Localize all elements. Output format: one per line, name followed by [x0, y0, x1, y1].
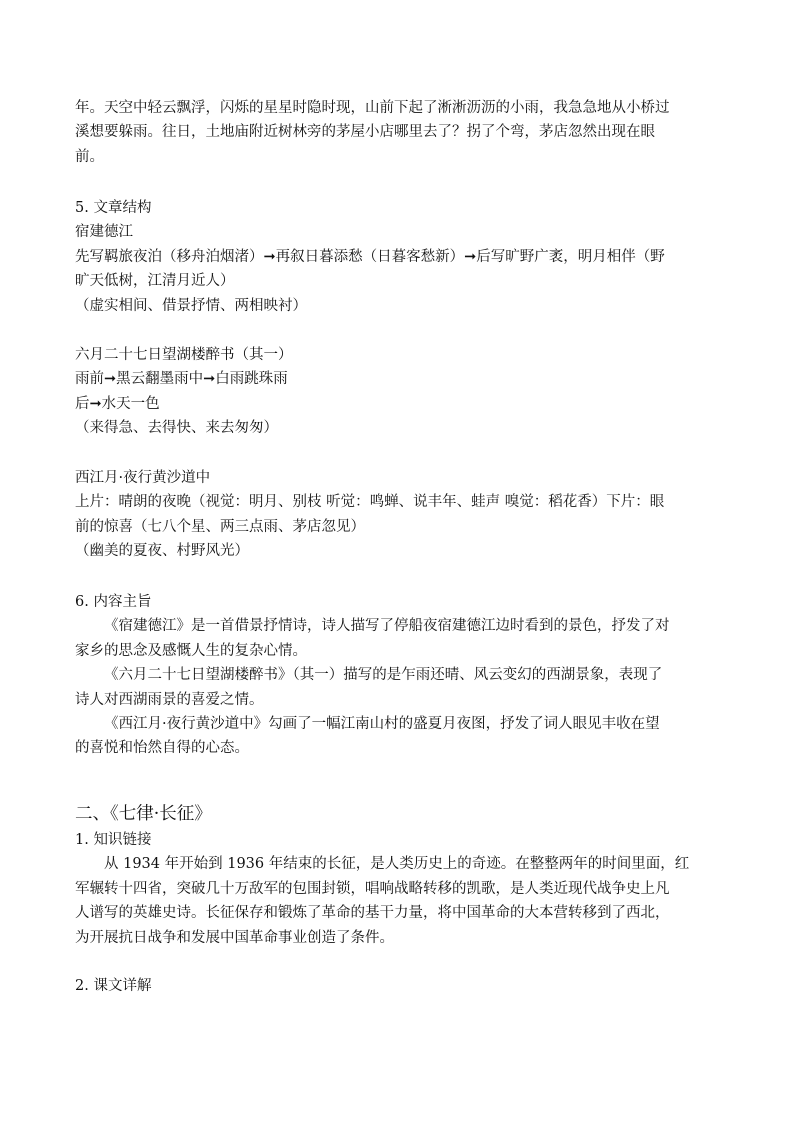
section-heading: 2. 课文详解 [75, 978, 152, 994]
text-line: 《宿建德江》是一首借景抒情诗，诗人描写了停船夜宿建德江边时看到的景色，抒发了对 [104, 618, 670, 635]
section-heading: 6. 内容主旨 [75, 594, 152, 610]
text-line: 前的惊喜（七八个星、两三点雨、茅店忽见） [75, 518, 365, 535]
section-structure [75, 196, 727, 318]
text-line: 旷天低树，江清月近人） [75, 273, 235, 290]
text-line: 先写羁旅夜泊（移舟泊烟渚）➞再叙日暮添愁（日暮客愁新）➞后写旷野广袤，明月相伴（野 [75, 248, 665, 265]
poem-title: 六月二十七日望湖楼醉书（其一） [75, 347, 293, 363]
text-line: 的喜悦和怡然自得的心态。 [75, 740, 249, 757]
text-line: 家乡的思念及感慨人生的复杂心情。 [75, 642, 307, 659]
poem-note: （来得急、去得快、来去匆匆） [75, 420, 278, 437]
poem-title: 宿建德江 [75, 224, 133, 241]
section-heading: 5. 文章结构 [75, 200, 152, 216]
text-line: 《六月二十七日望湖楼醉书》（其一）描写的是乍雨还晴、风云变幻的西湖景象，表现了 [104, 667, 663, 684]
poem-title: 西江月·夜行黄沙道中 [75, 470, 211, 486]
section-knowledge [75, 828, 727, 950]
text-line: 《西江月·夜行黄沙道中》勾画了一幅江南山村的盛夏月夜图，抒发了词人眼见丰收在望 [104, 716, 660, 733]
section-heading: 1. 知识链接 [75, 832, 152, 848]
text-line: 为开展抗日战争和发展中国革命事业创造了条件。 [75, 929, 394, 946]
intro-paragraph [75, 96, 727, 169]
text-line: 人谱写的英雄史诗。长征保存和锻炼了革命的基干力量，将中国革命的大本营转移到了西北， [75, 905, 670, 922]
poem-structure-3 [75, 466, 727, 564]
text-line: 前。 [75, 148, 104, 165]
text-line: 雨前➞黑云翻墨雨中➞白雨跳珠雨 [75, 371, 288, 388]
poem-structure-2 [75, 343, 727, 441]
poem-note: （虚实相间、借景抒情、两相映衬） [75, 297, 307, 314]
text-line: 诗人对西湖雨景的喜爱之情。 [75, 691, 264, 708]
text-line: 年。天空中轻云飘浮，闪烁的星星时隐时现，山前下起了淅淅沥沥的小雨，我急急地从小桥过 [75, 100, 670, 116]
text-line: 军辗转十四省，突破几十万敌军的包围封锁，唱响战略转移的凯歌，是人类近现代战争史上凡 [75, 880, 670, 897]
text-line: 后➞水天一色 [75, 395, 160, 412]
poem-note: （幽美的夏夜、村野风光） [75, 543, 249, 560]
part-heading: 二、《七律·长征》 [75, 804, 212, 824]
text-line: 溪想要躲雨。往日，土地庙附近树林旁的茅屋小店哪里去了？拐了个弯，茅店忽然出现在眼 [75, 124, 655, 141]
section-theme [75, 590, 727, 761]
text-line: 上片：晴朗的夜晚（视觉：明月、别枝 听觉：鸣蝉、说丰年、蛙声 嗅觉：稻花香）下片：眼 [75, 494, 665, 511]
text-line: 从 1934 年开始到 1936 年结束的长征，是人类历史上的奇迹。在整整两年的时间里面，红 [104, 856, 690, 873]
